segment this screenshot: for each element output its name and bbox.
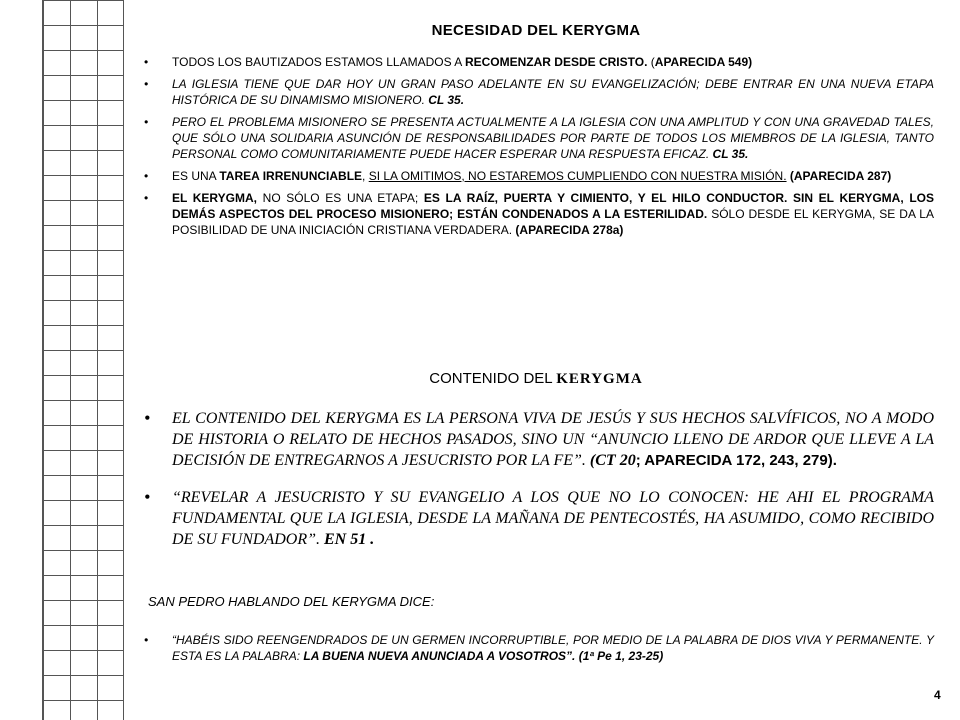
necesidad-list <box>138 54 934 244</box>
list-item: • EL KERYGMA, NO SÓLO ES UNA ETAPA; ES LA RAÍZ, PUERTA Y CIMIENTO, Y EL HILO CONDUCTOR. SIN EL KERYGMA, LOS DEMÁS ASPECTOS DEL PROCESO MISIONERO; ESTÁN CONDENADOS A LA ESTERILIDAD. SÓLO DESDE EL KERYGMA, SE DA LA POSIBILIDAD DE UNA INICIACIÓN CRISTIANA VERDADERA. (APARECIDA 278a) <box>138 190 934 238</box>
margin-grid <box>42 0 124 720</box>
san-pedro-list <box>138 632 934 664</box>
page-number: 4 <box>934 688 941 702</box>
san-pedro-intro: SAN PEDRO HABLANDO DEL KERYGMA DICE: <box>148 594 435 609</box>
list-item: • TODOS LOS BAUTIZADOS ESTAMOS LLAMADOS A RECOMENZAR DESDE CRISTO. (APARECIDA 549) <box>138 54 934 70</box>
section-title-contenido: CONTENIDO DEL KERYGMA <box>429 370 643 387</box>
list-item: • ES UNA TAREA IRRENUNCIABLE, SI LA OMITIMOS, NO ESTAREMOS CUMPLIENDO CON NUESTRA MISIÓN. (APARECIDA 287) <box>138 168 934 184</box>
list-item: • “REVELAR A JESUCRISTO Y SU EVANGELIO A LOS QUE NO LO CONOCEN: HE AHI EL PROGRAMA FUNDAMENTAL QUE LA IGLESIA, DESDE LA MAÑANA DE PENTECOSTÉS, HA ASUMIDO, COMO RECIBIDO DE SU FUNDADOR”. EN 51 . <box>138 487 934 550</box>
list-item: • LA IGLESIA TIENE QUE DAR HOY UN GRAN PASO ADELANTE EN SU EVANGELIZACIÓN; DEBE ENTRAR EN UNA NUEVA ETAPA HISTÓRICA DE SU DINAMISMO MISIONERO. CL 35. <box>138 76 934 108</box>
section-title-necesidad: NECESIDAD DEL KERYGMA <box>431 22 641 39</box>
list-item: • “HABÉIS SIDO REENGENDRADOS DE UN GERMEN INCORRUPTIBLE, POR MEDIO DE LA PALABRA DE DIOS VIVA Y PERMANENTE. Y ESTA ES LA PALABRA: LA BUENA NUEVA ANUNCIADA A VOSOTROS”. (1ª Pe 1, 23-25) <box>138 632 934 664</box>
contenido-list <box>138 408 934 566</box>
list-item: • EL CONTENIDO DEL KERYGMA ES LA PERSONA VIVA DE JESÚS Y SUS HECHOS SALVÍFICOS, NO A MODO DE HISTORIA O RELATO DE HECHOS PASADOS, SINO UN “ANUNCIO LLENO DE ARDOR QUE LLEVE A LA DECISIÓN DE ENTREGARNOS A JESUCRISTO POR LA FE”. (CT 20; APARECIDA 172, 243, 279). <box>138 408 934 471</box>
list-item: • PERO EL PROBLEMA MISIONERO SE PRESENTA ACTUALMENTE A LA IGLESIA CON UNA AMPLITUD Y CON UNA GRAVEDAD TALES, QUE SÓLO UNA SOLIDARIA ASUNCIÓN DE RESPONSABILIDADES POR PARTE DE TODOS LOS MIEMBROS DE LA IGLESIA, TANTO PERSONAL COMO COMUNITARIAMENTE PUEDE HACER ESPERAR UNA RESPUESTA EFICAZ. CL 35. <box>138 114 934 162</box>
